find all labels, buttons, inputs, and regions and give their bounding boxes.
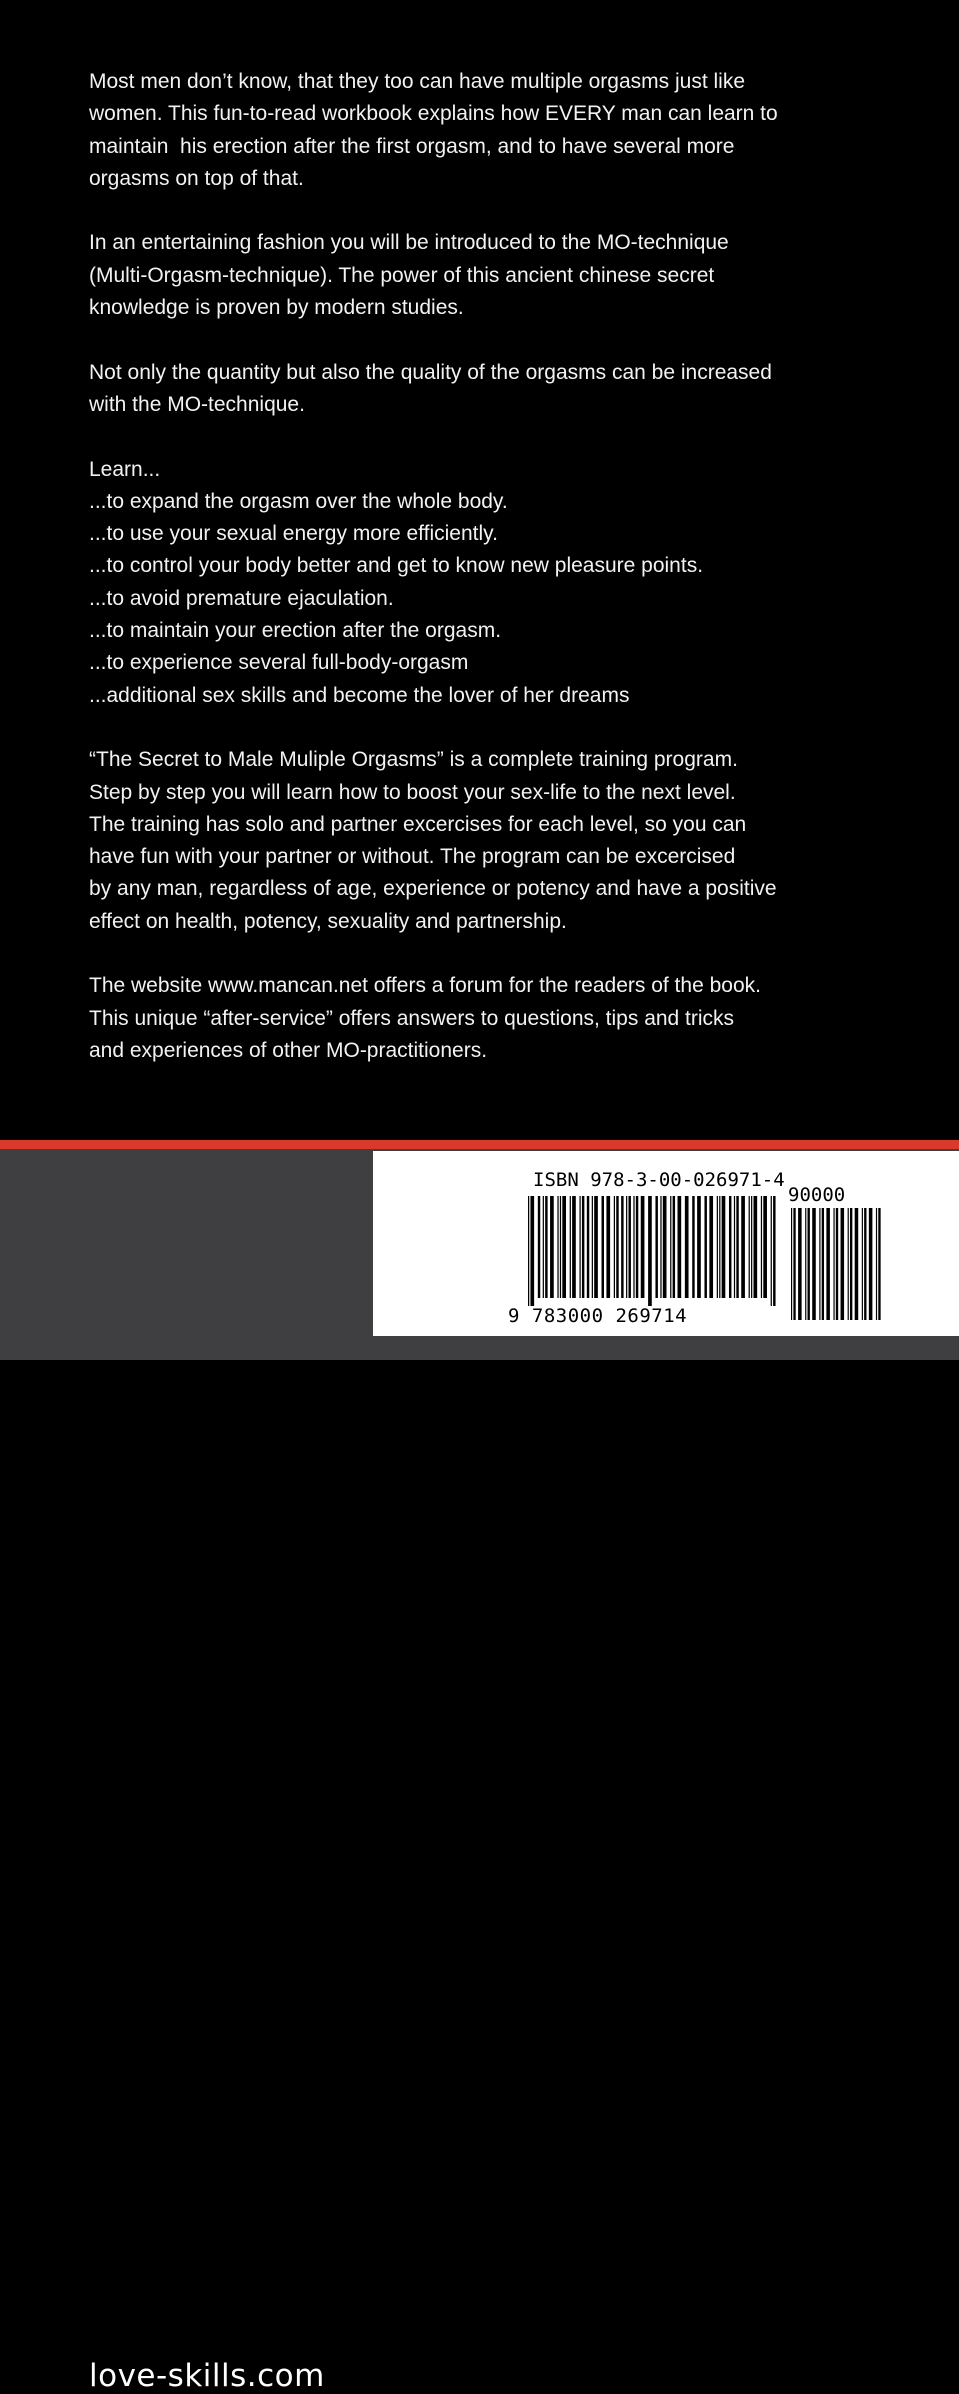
barcode-bar (670, 1196, 671, 1298)
barcode-bar (660, 1196, 661, 1298)
barcode-bar (628, 1196, 630, 1298)
barcode-bar (678, 1196, 682, 1298)
barcode-bar (729, 1196, 731, 1298)
text-line: with the MO-technique. (89, 392, 305, 416)
barcode-bar (616, 1196, 618, 1298)
barcode-bar (621, 1196, 623, 1298)
text-line: by any man, regardless of age, experience or potency and have a positive (89, 877, 777, 901)
barcode-bar (562, 1196, 566, 1298)
barcode-bar (709, 1196, 713, 1298)
barcode-bar (876, 1208, 877, 1320)
barcode-bar (763, 1196, 767, 1298)
text-line: Step by step you will learn how to boost your sex-life to the next level. (89, 780, 736, 804)
barcode-bar (582, 1196, 584, 1298)
barcode-bar (819, 1208, 820, 1320)
text-line: effect on health, potency, sexuality and partnership. (89, 909, 567, 933)
website-logo: love-skills.com (89, 2358, 325, 2394)
barcode-bar (734, 1196, 735, 1298)
barcode-bar (855, 1208, 859, 1320)
text-line: knowledge is proven by modern studies. (89, 296, 464, 320)
barcode-bar (550, 1196, 554, 1298)
barcode-bar (655, 1196, 657, 1298)
back-cover-text (89, 66, 889, 1100)
paragraph (89, 744, 889, 938)
text-line: maintain his erection after the first orgasm, and to have several more (89, 134, 735, 158)
text-line: Most men don’t know, that they too can have multiple orgasms just like (89, 70, 745, 93)
ean-barcode (528, 1196, 778, 1306)
barcode-bar (530, 1196, 534, 1306)
text-line: have fun with your partner or without. The program can be excercised (89, 845, 736, 869)
barcode-bar (793, 1208, 795, 1320)
ean-digits: 9 783000 269714 (508, 1305, 688, 1327)
text-line: and experiences of other MO-practitioners. (89, 1038, 488, 1062)
text-line: Learn... (89, 457, 161, 481)
barcode-bar (869, 1208, 873, 1320)
barcode-bar (663, 1196, 667, 1298)
barcode-bar (749, 1196, 750, 1298)
text-line: The training has solo and partner excercises for each level, so you can (89, 812, 747, 836)
barcode-bar (717, 1196, 718, 1298)
barcode-bar (741, 1196, 745, 1298)
barcode-bar (812, 1208, 816, 1320)
barcode-bar (641, 1196, 645, 1298)
barcode-bar (543, 1196, 544, 1298)
text-line: women. This fun-to-read workbook explains how EVERY man can learn to (89, 102, 778, 126)
paragraph (89, 357, 889, 422)
red-divider-stripe (0, 1140, 959, 1149)
barcode-bar (798, 1208, 802, 1320)
text-line: ...to maintain your erection after the orgasm. (89, 619, 502, 643)
barcode-bar (850, 1208, 852, 1320)
paragraph (89, 66, 889, 195)
barcode-bar (826, 1208, 830, 1320)
paragraph (89, 227, 889, 324)
barcode-bar (805, 1208, 806, 1320)
barcode-bar (841, 1208, 845, 1320)
barcode-bar (557, 1196, 558, 1298)
barcode-bar (836, 1208, 838, 1320)
barcode-bar (545, 1196, 547, 1298)
barcode-bar (587, 1196, 589, 1298)
text-line: ...to expand the orgasm over the whole body. (89, 489, 508, 513)
barcode-bar (848, 1208, 849, 1320)
paragraph (89, 454, 889, 712)
barcode-bar (673, 1196, 675, 1298)
barcode-bar (606, 1196, 610, 1298)
barcode-bar (791, 1208, 792, 1320)
barcode-bar (602, 1196, 604, 1298)
text-line: This unique “after-service” offers answers to questions, tips and tricks (89, 1006, 735, 1030)
barcode-bar (648, 1196, 652, 1306)
text-line: (Multi-Orgasm-technique). The power of this ancient chinese secret (89, 263, 715, 287)
paragraph (89, 970, 889, 1067)
barcode-bar (771, 1196, 772, 1306)
barcode-bar (633, 1196, 634, 1298)
isbn-label: ISBN 978-3-00-026971-4 (533, 1169, 785, 1191)
text-line: “The Secret to Male Muliple Orgasms” is a complete training program. (89, 748, 738, 772)
barcode-bar (594, 1196, 598, 1298)
barcode-bar (697, 1196, 701, 1298)
barcode-panel (373, 1151, 959, 1336)
addon-barcode (791, 1208, 883, 1320)
barcode-bar (592, 1196, 593, 1298)
barcode-bar (722, 1196, 726, 1298)
barcode-bar (736, 1196, 738, 1298)
text-line: ...to use your sexual energy more efficiently. (89, 522, 498, 546)
barcode-bar (719, 1196, 720, 1298)
barcode-bar (626, 1196, 627, 1298)
barcode-bar (528, 1196, 529, 1306)
barcode-bar (560, 1196, 561, 1298)
barcode-bar (704, 1196, 706, 1298)
text-line: In an entertaining fashion you will be introduced to the MO-technique (89, 231, 729, 255)
barcode-bar (614, 1196, 615, 1298)
barcode-bar (572, 1196, 576, 1298)
barcode-bar (692, 1196, 694, 1298)
barcode-bar (751, 1196, 752, 1298)
barcode-bar (685, 1196, 689, 1298)
barcode-bar (862, 1208, 863, 1320)
barcode-bar (579, 1196, 580, 1298)
barcode-bar (538, 1196, 540, 1298)
barcode-bar (822, 1208, 824, 1320)
text-line: ...to experience several full-body-orgasm (89, 651, 469, 675)
barcode-bar (636, 1196, 638, 1298)
text-line: ...to control your body better and get to know new pleasure points. (89, 554, 704, 578)
text-line: ...to avoid premature ejaculation. (89, 586, 394, 610)
text-line: Not only the quantity but also the quality of the orgasms can be increased (89, 360, 772, 384)
barcode-bar (808, 1208, 810, 1320)
barcode-bar (864, 1208, 866, 1320)
barcode-bar (878, 1208, 880, 1320)
text-line: The website www.mancan.net offers a forum for the readers of the book. (89, 974, 761, 998)
barcode-bar (761, 1196, 762, 1298)
barcode-bar (773, 1196, 775, 1306)
price-code: 90000 (788, 1184, 846, 1206)
text-line: ...additional sex skills and become the lover of her dreams (89, 683, 630, 707)
text-line: orgasms on top of that. (89, 166, 304, 190)
barcode-bar (833, 1208, 834, 1320)
barcode-bar (753, 1196, 757, 1298)
barcode-bar (570, 1196, 571, 1298)
